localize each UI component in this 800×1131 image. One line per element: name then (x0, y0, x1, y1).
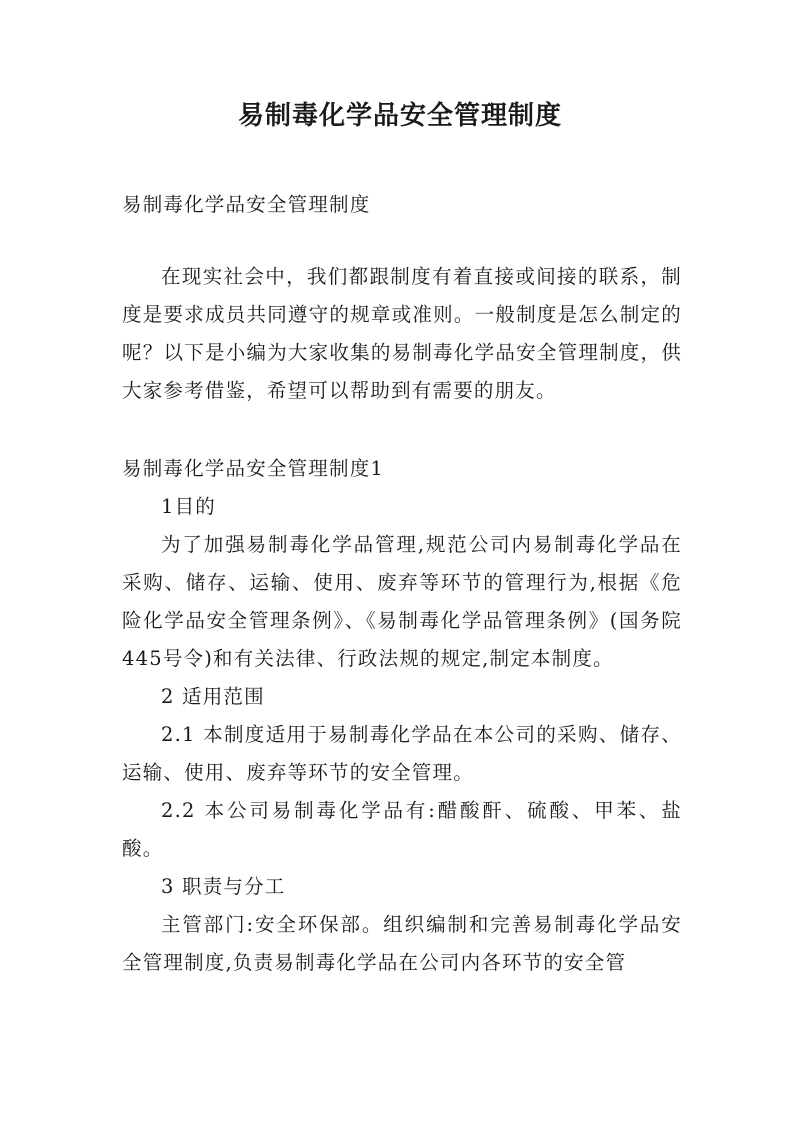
document-title: 易制毒化学品安全管理制度 (237, 101, 562, 131)
document-subtitle: 易制毒化学品安全管理制度 (122, 193, 371, 216)
paragraph-duties-body: 主管部门:安全环保部。组织编制和完善易制毒化学品安全管理制度,负责易制毒化学品在公司内各环节的安全管 (122, 913, 682, 974)
paragraph-scope-2-1: 2.1 本制度适用于易制毒化学品在本公司的采购、储存、运输、使用、废弃等环节的安全管理。 (122, 723, 682, 784)
paragraph-duties-heading: 3 职责与分工 (161, 875, 286, 898)
paragraph-scope-2-2: 2.2 本公司易制毒化学品有:醋酸酐、硫酸、甲苯、盐酸。 (122, 799, 682, 860)
section-1-heading: 易制毒化学品安全管理制度1 (122, 457, 385, 480)
paragraph-purpose-body: 为了加强易制毒化学品管理,规范公司内易制毒化学品在采购、储存、运输、使用、废弃等环节的管理行为,根据《危险化学品安全管理条例》、《易制毒化学品管理条例》(国务院445号令)和有关法律、行政法规的规定,制定本制度。 (122, 533, 682, 670)
paragraph-scope-heading: 2 适用范围 (161, 685, 265, 708)
intro-paragraph: 在现实社会中，我们都跟制度有着直接或间接的联系，制度是要求成员共同遵守的规章或准则。一般制度是怎么制定的呢？以下是小编为大家收集的易制毒化学品安全管理制度，供大家参考借鉴，希望可以帮助到有需要的朋友。 (122, 265, 682, 402)
paragraph-purpose-heading: 1目的 (161, 495, 217, 518)
section-1 (122, 450, 682, 982)
